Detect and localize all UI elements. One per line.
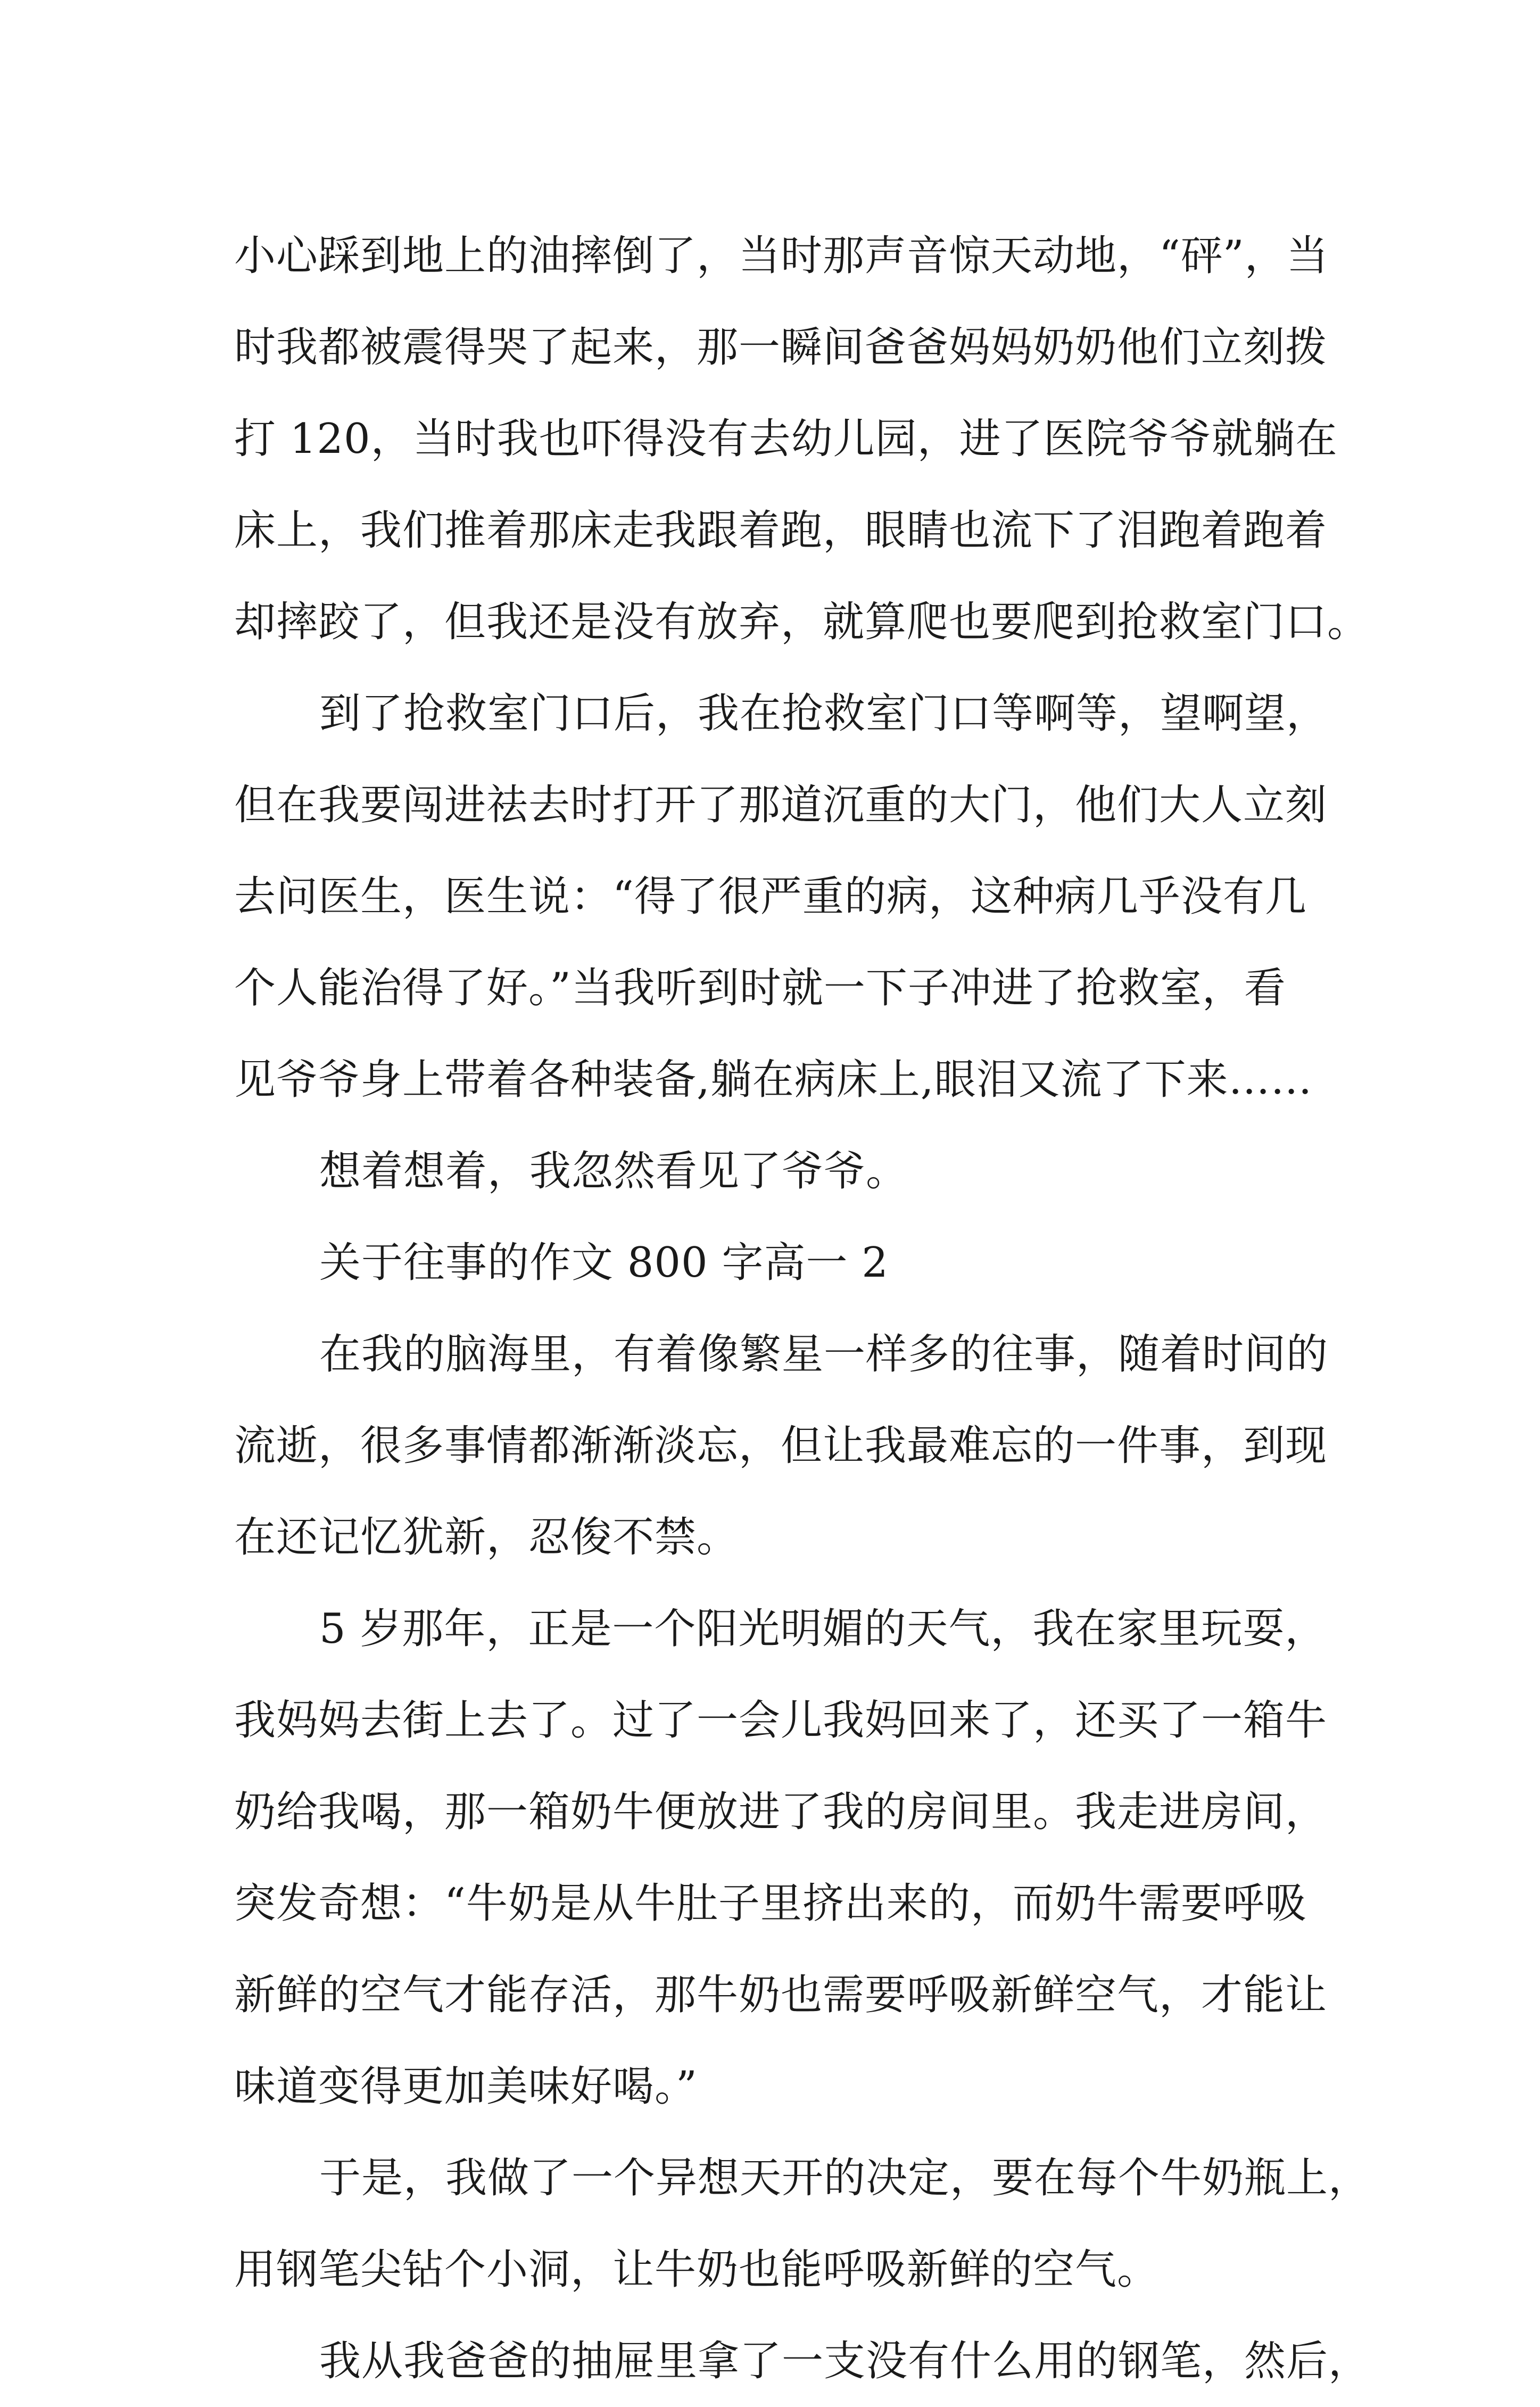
text-line: 见爷爷身上带着各种装备,躺在病床上,眼泪又流了下来…… xyxy=(234,1056,1313,1104)
text-line: 奶给我喝，那一箱奶牛便放进了我的房间里。我走进房间， xyxy=(234,1788,1328,1836)
text-line: 新鲜的空气才能存活，那牛奶也需要呼吸新鲜空气，才能让 xyxy=(234,1971,1328,2019)
text-line: 床上，我们推着那床走我跟着跑，眼睛也流下了泪跑着跑着 xyxy=(234,507,1328,555)
text-line: 打 120，当时我也吓得没有去幼儿园，进了医院爷爷就躺在 xyxy=(234,415,1338,463)
paragraph-start-line: 于是，我做了一个异想天开的决定，要在每个牛奶瓶上， xyxy=(319,2154,1371,2202)
paragraph-start-line: 到了抢救室门口后，我在抢救室门口等啊等，望啊望， xyxy=(319,690,1329,738)
text-line: 个人能治得了好。”当我听到时就一下子冲进了抢救室，看 xyxy=(234,964,1286,1012)
paragraph-start-line: 想着想着，我忽然看见了爷爷。 xyxy=(319,1147,908,1195)
text-line: 去问医生，医生说：“得了很严重的病，这种病几乎没有几 xyxy=(234,873,1307,921)
text-line: 在还记忆犹新，忍俊不禁。 xyxy=(234,1513,739,1561)
essay-body xyxy=(234,210,1371,2407)
text-line: 流逝，很多事情都渐渐淡忘，但让我最难忘的一件事，到现 xyxy=(234,1422,1328,1470)
text-line: 味道变得更加美味好喝。” xyxy=(234,2063,698,2111)
paragraph-start-line: 我从我爸爸的抽屉里拿了一支没有什么用的钢笔，然后， xyxy=(319,2337,1371,2385)
text-line: 但在我要闯进祛去时打开了那道沉重的大门，他们大人立刻 xyxy=(234,781,1328,829)
paragraph-start-line: 5 岁那年，正是一个阳光明媚的天气，我在家里玩耍， xyxy=(319,1605,1327,1653)
text-line: 我妈妈去街上去了。过了一会儿我妈回来了，还买了一箱牛 xyxy=(234,1697,1328,1744)
text-line: 突发奇想：“牛奶是从牛肚子里挤出来的，而奶牛需要呼吸 xyxy=(234,1880,1307,1928)
text-line: 小心踩到地上的油摔倒了，当时那声音惊天动地，“砰”，当 xyxy=(234,232,1329,280)
text-line: 却摔跤了，但我还是没有放弃，就算爬也要爬到抢救室门口。 xyxy=(234,598,1370,646)
text-line: 时我都被震得哭了起来，那一瞬间爸爸妈妈奶奶他们立刻拨 xyxy=(234,324,1328,371)
section-heading: 关于往事的作文 800 字高一 2 xyxy=(319,1239,889,1287)
text-line: 用钢笔尖钻个小洞，让牛奶也能呼吸新鲜的空气。 xyxy=(234,2246,1160,2294)
paragraph-start-line: 在我的脑海里，有着像繁星一样多的往事，随着时间的 xyxy=(319,1330,1329,1378)
